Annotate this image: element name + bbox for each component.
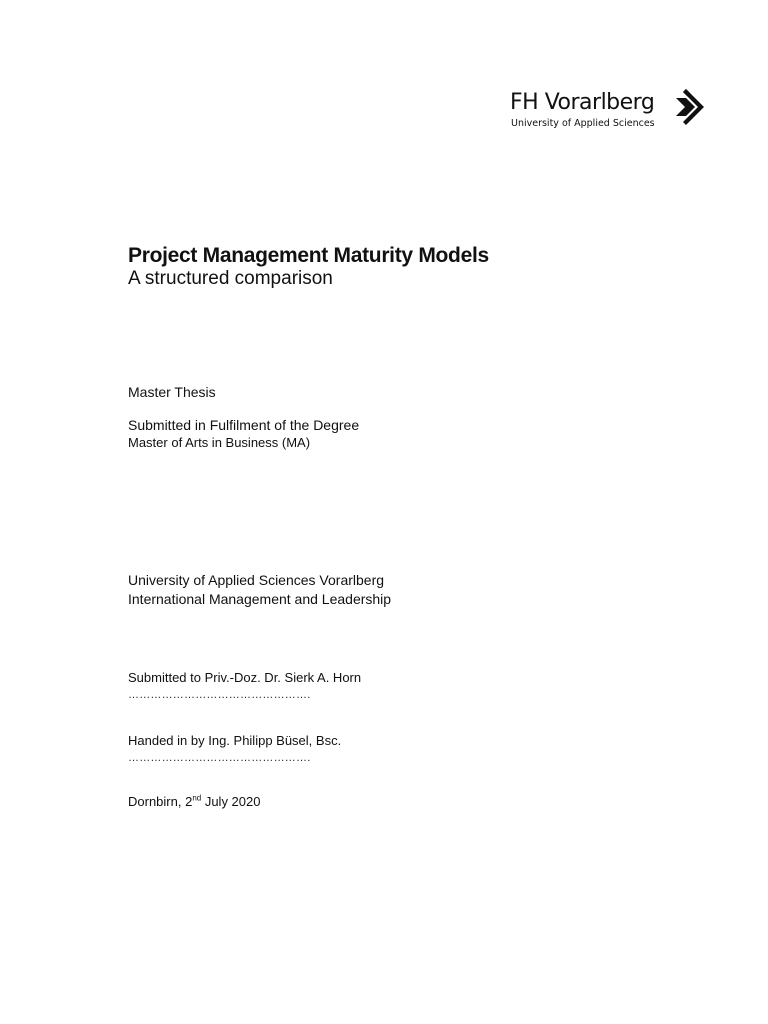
fh-vorarlberg-logo xyxy=(510,88,710,134)
date-place-day: Dornbirn, 2 xyxy=(128,794,193,809)
fh-logo-mark-icon xyxy=(670,89,708,125)
thesis-type: Master Thesis xyxy=(128,384,216,400)
logo-subtitle: University of Applied Sciences xyxy=(511,118,655,129)
date-month-year: July 2020 xyxy=(201,794,261,809)
thesis-subtitle: A structured comparison xyxy=(128,268,333,289)
submitted-to-signature-line: …………………………………………. xyxy=(128,689,311,701)
thesis-title: Project Management Maturity Models xyxy=(128,244,489,267)
date-ordinal: nd xyxy=(192,793,202,803)
degree-line-2: Master of Arts in Business (MA) xyxy=(128,435,311,450)
handed-in-by-signature-line: …………………………………………. xyxy=(128,752,311,764)
logo-name: FH Vorarlberg xyxy=(510,90,655,115)
submission-date xyxy=(128,795,260,810)
handed-in-by: Handed in by Ing. Philipp Büsel, Bsc. xyxy=(128,733,342,748)
degree-line-1: Submitted in Fulfilment of the Degree xyxy=(128,417,360,433)
program-name: International Management and Leadership xyxy=(128,591,392,607)
university-name: University of Applied Sciences Vorarlberg xyxy=(128,572,385,588)
submitted-to: Submitted to Priv.-Doz. Dr. Sierk A. Horn xyxy=(128,670,362,685)
